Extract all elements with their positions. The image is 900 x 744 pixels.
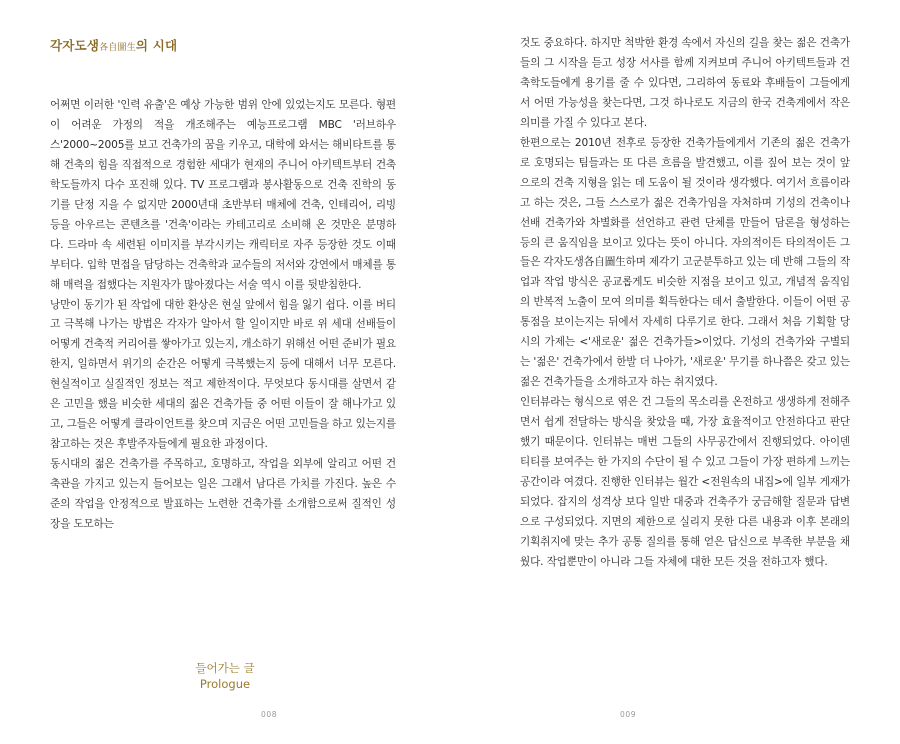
- page-number: 008: [261, 710, 278, 719]
- left-body-text: [50, 96, 396, 535]
- paragraph: 것도 중요하다. 하지만 척박한 환경 속에서 자신의 길을 찾는 젊은 건축가들의 그 시작을 듣고 성장 서사를 함께 지켜보며 주니어 아키텍트들과 건축학도들에게 용기를 줄 수 있다면, 그리하여 동료와 후배들이 그들에게서 어떤 가능성을 찾는다면, 그것 하나로도 지금의 한국 건축계에서 작은 의미를 가질 수 있다고 본다.: [520, 37, 850, 129]
- paragraph: 어쩌면 이러한 '인력 유출'은 예상 가능한 범위 안에 있었는지도 모른다. 형편이 어려운 가정의 적을 개조해주는 예능프로그램 MBC '러브하우스'2000~2005를 보고 건축가의 꿈을 키우고, 대학에 와서는 해비타트를 통해 건축의 힘을 직접적으로 경험한 세대가 현재의 주니어 아키텍트부터 건축학도들까지 다수 포진해 있다. TV 프로그램과 봉사활동으로 건축 진학의 동기를 단정 지을 수 없지만 2000년대 초반부터 매체에 건축, 인테리어, 리빙 등을 아우르는 콘텐츠를 '건축'이라는 카테고리로 소비해 온 것만은 분명하다. 드라마 속 세련된 이미지를 부각시키는 캐릭터로 자주 등장한 것도 이때부터다. 입학 면접을 담당하는 건축학과 교수들의 저서와 강연에서 매체를 통해 매력을 접했다는 지원자가 많아졌다는 서술 역시 이를 뒷받침한다.: [50, 99, 396, 291]
- running-head-tail: 의 시대: [135, 38, 178, 53]
- section-title: [0, 660, 450, 692]
- running-head-hanja: 各自圖生: [99, 43, 136, 53]
- section-title-korean: 들어가는 글: [195, 661, 255, 675]
- paragraph: 인터뷰라는 형식으로 엮은 건 그들의 목소리를 온전하고 생생하게 전해주면서 쉽게 전달하는 방식을 찾았을 때, 가장 효율적이고 안전하다고 판단했기 때문이다. 인터뷰는 매번 그들의 사무공간에서 진행되었다. 아이덴티티를 보여주는 한 가지의 수단이 될 수 있고 그들이 가장 편하게 느끼는 공간이라 여겼다. 진행한 인터뷰는 월간 <전원속의 내집>에 일부 게재가 되었다. 잡지의 성격상 보다 일반 대중과 건축주가 궁금해할 질문과 답변으로 구성되었다. 지면의 제한으로 실리지 못한 다른 내용과 이후 본래의 기획취지에 맞는 추가 공통 질의를 통해 얻은 답신으로 부족한 부분을 채웠다. 작업뿐만이 아니라 그들 자체에 대한 모든 것을 전하고자 했다.: [520, 396, 850, 568]
- right-page: [450, 0, 900, 744]
- running-head-main: 각자도생: [50, 38, 100, 53]
- paragraph: 낭만이 동기가 된 작업에 대한 환상은 현실 앞에서 힘을 잃기 쉽다. 이를 버티고 극복해 나가는 방법은 각자가 알아서 할 일이지만 바로 위 세대 선배들이 어떻게 건축적 커리어를 쌓아가고 있는지, 개소하기 위해선 어떤 준비가 필요한지, 일하면서 위기의 순간은 어떻게 극복했는지 등에 대해서 너무 모른다. 현실적이고 실질적인 정보는 적고 제한적이다. 무엇보다 동시대를 살면서 같은 고민을 했을 비슷한 세대의 젊은 건축가들 중 어떤 이들이 잘 해나가고 있고, 그들은 어떻게 클라이언트를 찾으며 지금은 어떤 고민들을 하고 있는지를 참고하는 것은 후발주자들에게 필요한 과정이다.: [50, 298, 396, 451]
- page-number: 009: [620, 710, 637, 719]
- right-body-text: [520, 34, 850, 573]
- paragraph: 한편으로는 2010년 전후로 등장한 건축가들에게서 기존의 젊은 건축가로 호명되는 팀들과는 또 다른 흐름을 발견했고, 이를 짚어 보는 것이 앞으로의 건축 지형을 읽는 데 도움이 될 것이라 생각했다. 여기서 흐름이라고 하는 것은, 그들 스스로가 젊은 건축가임을 자처하며 기성의 건축이나 선배 건축가와 차별화를 선언하고 관련 단체를 만들어 담론을 형성하는 등의 큰 움직임을 보이고 있다는 뜻이 아니다. 자의적이든 타의적이든 그들은 각자도생各自圖生하며 제각기 고군분투하고 있는 데 반해 그들의 작업과 작업 방식은 공교롭게도 비슷한 지점을 보이고 있고, 개념적 움직임의 반복적 노출이 모여 의미를 획득한다는 데서 출발한다. 이들이 어떤 공통점을 보이는지는 뒤에서 자세히 다루기로 한다. 그래서 처음 기획할 당시의 가제는 <'새로운' 젊은 건축가들>이었다. 기성의 건축가와 구별되는 '젊은' 건축가에서 한발 더 나아가, '새로운' 무기를 하나쯤은 갖고 있는 젊은 건축가들을 소개하고자 하는 취지였다.: [520, 136, 850, 389]
- section-title-english: Prologue: [199, 677, 251, 691]
- paragraph: 동시대의 젊은 건축가를 주목하고, 호명하고, 작업을 외부에 알리고 어떤 건축관을 가지고 있는지 들어보는 일은 그래서 남다른 가치를 가진다. 높은 수준의 작업을 안정적으로 발표하는 노련한 건축가를 소개함으로써 질적인 성장을 도모하는: [50, 458, 396, 531]
- running-head: [50, 36, 177, 54]
